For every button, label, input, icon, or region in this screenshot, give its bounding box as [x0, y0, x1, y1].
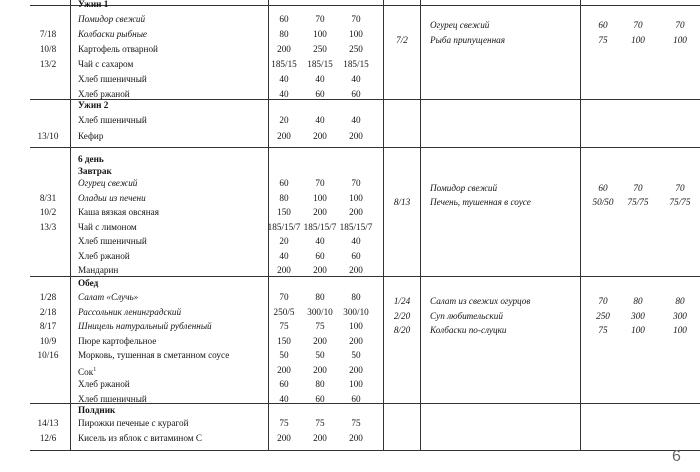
portion-value: 80: [279, 192, 289, 203]
portion-value: 185/15/7: [267, 221, 301, 232]
portion-value: 40: [351, 115, 361, 125]
portion-value: 200: [277, 432, 291, 443]
day-heading: 6 день: [78, 154, 104, 164]
dish-code: 12/6: [39, 432, 57, 443]
portion-value: 60: [351, 89, 361, 99]
column-divider: [420, 0, 421, 450]
portion-value: 185/15/7: [339, 221, 373, 232]
portion-value: 185/15: [307, 59, 333, 69]
portion-value: 200: [349, 432, 363, 443]
dish-code: 7/18: [39, 29, 57, 39]
alt-portion-value: 75: [598, 35, 608, 45]
alt-portion-value: 70: [598, 296, 608, 306]
dish-code: 13/3: [39, 221, 57, 232]
alt-portion-value: 300: [631, 310, 645, 321]
alt-portion-value: 70: [675, 20, 685, 30]
portion-value: 40: [351, 74, 361, 84]
dish-name: Шницель натуральный рубленный: [78, 321, 212, 331]
portion-value: 75: [315, 418, 325, 428]
portion-value: 80: [351, 292, 361, 302]
portion-value: 50: [279, 350, 289, 360]
dish-name: Помидор свежий: [78, 14, 146, 24]
portion-value: 300/10: [343, 306, 369, 317]
portion-value: 50: [315, 350, 325, 360]
portion-value: 100: [349, 29, 363, 39]
column-divider: [70, 0, 71, 450]
portion-value: 200: [277, 131, 291, 141]
alt-portion-value: 70: [633, 183, 643, 193]
alt-dish-name: Колбаски по-слуцки: [430, 325, 507, 335]
portion-value: 100: [313, 192, 327, 203]
rule-line: [30, 147, 700, 148]
alt-portion-value: 70: [675, 183, 685, 193]
portion-value: 70: [351, 178, 361, 188]
portion-value: 60: [279, 379, 289, 389]
portion-value: 70: [351, 14, 361, 24]
dish-name: Хлеб пшеничный: [78, 236, 147, 246]
dish-code: 13/2: [39, 59, 57, 69]
alt-dish-name: Помидор свежий: [430, 183, 498, 193]
portion-value: 80: [279, 29, 289, 39]
portion-value: 200: [313, 335, 327, 346]
portion-value: 100: [349, 321, 363, 331]
portion-value: 185/15: [343, 59, 369, 69]
dish-name: Чай с сахаром: [78, 59, 134, 69]
portion-value: 60: [315, 89, 325, 99]
alt-dish-name: Салат из свежих огурцов: [430, 296, 531, 306]
alt-portion-value: 80: [633, 296, 643, 306]
portion-value: 75: [279, 321, 289, 331]
column-divider: [580, 0, 581, 450]
portion-value: 60: [279, 178, 289, 188]
alt-dish-code: 8/13: [393, 197, 411, 207]
portion-value: 60: [351, 393, 361, 404]
alt-dish-name: Огурец свежий: [430, 20, 490, 30]
dish-name: Хлеб ржаной: [78, 89, 130, 99]
portion-value: 20: [279, 115, 289, 125]
portion-value: 200: [313, 265, 327, 275]
page-number: 6: [672, 448, 681, 465]
section-heading: Завтрак: [78, 166, 112, 176]
alt-portion-value: 100: [631, 325, 645, 335]
portion-value: 80: [315, 292, 325, 302]
portion-value: 150: [277, 335, 291, 346]
dish-code: 2/18: [39, 306, 57, 317]
alt-dish-name: Печень, тушенная в соусе: [430, 197, 531, 207]
portion-value: 40: [351, 236, 361, 246]
portion-value: 200: [349, 265, 363, 275]
dish-name: Огурец свежий: [78, 178, 138, 188]
portion-value: 75: [351, 418, 361, 428]
dish-name: Оладьи из печени: [78, 192, 146, 203]
column-divider: [383, 0, 384, 450]
alt-portion-value: 75/75: [669, 197, 691, 207]
portion-value: 200: [313, 432, 327, 443]
dish-name: Салат «Случь»: [78, 292, 139, 302]
alt-portion-value: 50/50: [592, 197, 614, 207]
dish-name: Картофель отварной: [78, 44, 158, 54]
alt-portion-value: 60: [598, 183, 608, 193]
dish-name: Колбаски рыбные: [78, 29, 148, 39]
dish-name: Хлеб пшеничный: [78, 393, 147, 404]
dish-code: 13/10: [37, 131, 59, 141]
portion-value: 80: [315, 379, 325, 389]
dish-name: Морковь, тушенная в сметанном соусе: [78, 350, 230, 360]
portion-value: 70: [315, 178, 325, 188]
portion-value: 300/10: [307, 306, 333, 317]
section-heading: Обед: [78, 278, 99, 288]
portion-value: 70: [279, 292, 289, 302]
portion-value: 40: [279, 393, 289, 404]
portion-value: 75: [315, 321, 325, 331]
alt-portion-value: 60: [598, 20, 608, 30]
alt-portion-value: 300: [673, 310, 687, 321]
portion-value: 40: [315, 236, 325, 246]
dish-code: 10/9: [39, 335, 57, 346]
portion-value: 200: [349, 131, 363, 141]
dish-code: 8/17: [39, 321, 57, 331]
section-heading: Ужин 1: [78, 0, 109, 9]
dish-name: Сок$^1$: [78, 366, 97, 377]
rule-line: [30, 5, 700, 6]
portion-value: 100: [313, 29, 327, 39]
dish-name: Пирожки печеные с курагой: [78, 418, 189, 428]
alt-portion-value: 100: [673, 35, 687, 45]
portion-value: 100: [349, 192, 363, 203]
footnote-mark: 1: [93, 366, 97, 373]
portion-value: 200: [349, 364, 363, 375]
dish-name: Каша вязкая овсяная: [78, 207, 159, 217]
portion-value: 50: [351, 350, 361, 360]
portion-value: 200: [277, 44, 291, 54]
dish-code: 10/16: [37, 350, 59, 360]
dish-name: Кефир: [78, 131, 104, 141]
section-heading: Ужин 2: [78, 100, 109, 110]
alt-portion-value: 75/75: [627, 197, 649, 207]
rule-line: [30, 276, 700, 277]
portion-value: 40: [279, 74, 289, 84]
portion-value: 20: [279, 236, 289, 246]
portion-value: 200: [277, 364, 291, 375]
portion-value: 40: [315, 115, 325, 125]
alt-dish-name: Суп любительский: [430, 310, 503, 321]
alt-portion-value: 100: [631, 35, 645, 45]
dish-code: 8/31: [39, 192, 57, 203]
dish-code: 14/13: [37, 418, 59, 428]
dish-name: Хлеб ржаной: [78, 379, 130, 389]
portion-value: 75: [279, 418, 289, 428]
portion-value: 250: [313, 44, 327, 54]
alt-portion-value: 70: [633, 20, 643, 30]
alt-dish-code: 2/20: [393, 310, 411, 321]
portion-value: 40: [279, 250, 289, 261]
dish-name: Чай с лимоном: [78, 221, 137, 232]
rule-line: [30, 450, 700, 451]
portion-value: 40: [279, 89, 289, 99]
portion-value: 60: [279, 14, 289, 24]
dish-name: Пюре картофельное: [78, 335, 157, 346]
dish-code: 10/8: [39, 44, 57, 54]
dish-code: 10/2: [39, 207, 57, 217]
section-heading: Полдник: [78, 405, 116, 415]
dish-name: Хлеб ржаной: [78, 250, 130, 261]
dish-name: Хлеб пшеничный: [78, 115, 147, 125]
portion-value: 40: [315, 74, 325, 84]
dish-name: Рассольник ленинградский: [78, 306, 182, 317]
dish-name: Мандарин: [78, 265, 119, 275]
portion-value: 200: [349, 335, 363, 346]
alt-dish-code: 8/20: [393, 325, 411, 335]
alt-dish-code: 7/2: [396, 35, 408, 45]
portion-value: 200: [277, 265, 291, 275]
portion-value: 200: [349, 207, 363, 217]
dish-name: Хлеб пшеничный: [78, 74, 147, 84]
portion-value: 100: [349, 379, 363, 389]
portion-value: 70: [315, 14, 325, 24]
portion-value: 60: [315, 393, 325, 404]
portion-value: 200: [313, 207, 327, 217]
dish-code: 1/28: [39, 292, 57, 302]
alt-portion-value: 75: [598, 325, 608, 335]
portion-value: 200: [313, 364, 327, 375]
portion-value: 60: [315, 250, 325, 261]
portion-value: 200: [313, 131, 327, 141]
dish-name: Кисель из яблок с витамином С: [78, 432, 202, 443]
alt-dish-code: 1/24: [393, 296, 411, 306]
portion-value: 185/15/7: [303, 221, 337, 232]
alt-portion-value: 80: [675, 296, 685, 306]
portion-value: 250: [349, 44, 363, 54]
alt-portion-value: 100: [673, 325, 687, 335]
portion-value: 60: [351, 250, 361, 261]
portion-value: 250/5: [273, 306, 295, 317]
alt-dish-name: Рыба припущенная: [430, 35, 506, 45]
alt-portion-value: 250: [596, 310, 610, 321]
portion-value: 185/15: [271, 59, 297, 69]
portion-value: 150: [277, 207, 291, 217]
